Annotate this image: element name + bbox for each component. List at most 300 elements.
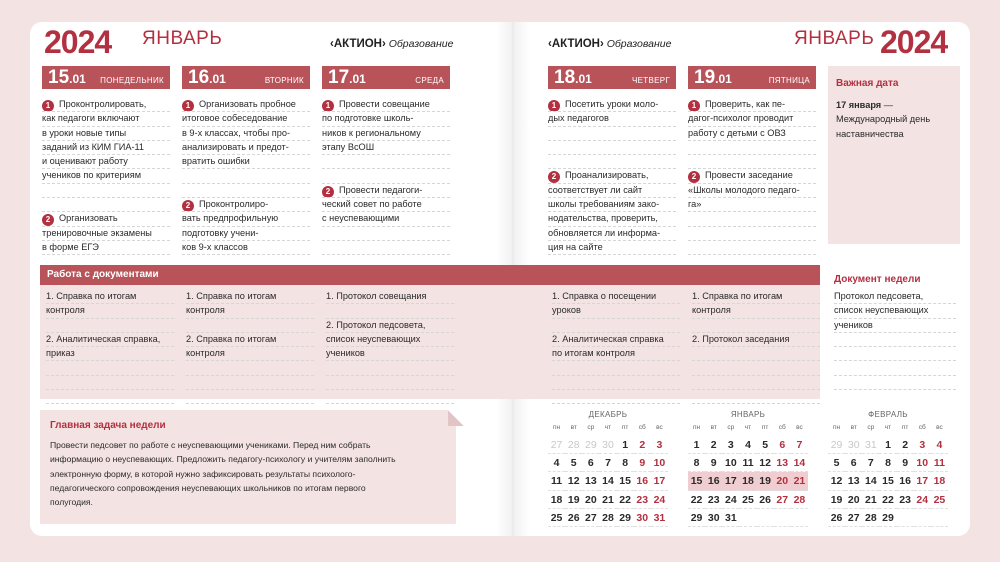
page-corner-fold <box>448 410 464 426</box>
left-year: 2024 <box>44 24 112 60</box>
main-task-line: Провести педсовет по работе с неуспевающими учениками. Перед ним собрать <box>50 440 371 450</box>
calendar-day: 27 <box>548 436 565 454</box>
calendar-day: 29 <box>879 509 896 527</box>
calendar-day <box>914 509 931 527</box>
calendar-weekday: пт <box>621 424 629 431</box>
task-line <box>182 127 310 141</box>
calendar-day: 27 <box>845 509 862 527</box>
task-text: Провести заседание <box>705 170 793 181</box>
task-number-badge: 1 <box>322 100 334 112</box>
calendar-weekday: ср <box>727 424 735 431</box>
calendar-day: 28 <box>599 509 616 527</box>
calendar-day: 7 <box>862 454 879 472</box>
calendar-weekday: пт <box>901 424 909 431</box>
task-line <box>322 198 450 212</box>
calendar-day: 22 <box>617 491 634 509</box>
calendar-day: 13 <box>774 454 791 472</box>
calendar-0 <box>548 410 668 527</box>
task-text: Проверить, как пе- <box>705 99 786 109</box>
task-text: «Школы молодого педаго- <box>688 184 800 195</box>
task-line <box>42 155 170 169</box>
task-text: вать предпрофильную <box>182 213 279 224</box>
task-line <box>182 155 310 169</box>
document-line: контроля <box>186 304 314 318</box>
main-task-line: электронную форму, в которой нужно зафиксировать результаты психолого- <box>50 468 356 479</box>
task-text: ков 9-х классов <box>182 241 248 252</box>
document-line <box>46 319 174 333</box>
document-line: 1. Справка о посещении <box>552 290 680 304</box>
document-line: уроков <box>552 304 680 318</box>
calendar-1 <box>688 410 808 527</box>
calendar-weekday: чт <box>744 424 752 431</box>
task-line <box>182 98 310 112</box>
main-task-line: информацию о неуспевающих. Предложить педагогу-психологу и учителям заполнить <box>50 454 396 465</box>
calendar-day: 9 <box>897 454 914 472</box>
calendar-day: 2 <box>705 436 722 454</box>
task-line <box>322 227 450 241</box>
task-text: учеников по критериям <box>42 170 142 181</box>
task-line <box>182 169 310 183</box>
calendar-day: 4 <box>548 454 565 472</box>
calendar-day: 3 <box>722 436 739 454</box>
documents-column-3 <box>552 290 680 404</box>
task-line <box>42 127 170 141</box>
task-text: ция на сайте <box>548 241 603 252</box>
calendar-day: 5 <box>757 436 774 454</box>
main-task-text <box>50 438 450 509</box>
task-line <box>42 141 170 155</box>
task-line <box>548 241 676 255</box>
task-text: Проконтролиро- <box>199 199 269 210</box>
task-line <box>322 112 450 126</box>
calendar-day: 1 <box>617 436 634 454</box>
calendar-day <box>739 509 756 527</box>
calendar-day <box>757 509 774 527</box>
day-header-3 <box>548 66 676 89</box>
document-line <box>186 376 314 390</box>
task-text: этапу ВсОШ <box>322 141 375 152</box>
document-line: 2. Справка по итогам <box>186 333 314 347</box>
document-line: 1. Справка по итогам <box>692 290 820 304</box>
left-brand <box>330 38 453 50</box>
calendar-day: 31 <box>862 436 879 454</box>
brand-name: Образование <box>606 38 672 50</box>
important-date-date: 17 января <box>836 100 882 110</box>
calendar-day: 25 <box>931 491 948 509</box>
brand-logo: ‹АКТИОН› <box>330 38 386 50</box>
doc-week-list <box>834 290 956 390</box>
task-text: Проанализировать, <box>565 170 649 181</box>
calendar-day: 19 <box>828 491 845 509</box>
calendar-day: 27 <box>774 491 791 509</box>
calendar-day: 16 <box>634 472 651 490</box>
calendar-day: 7 <box>599 454 616 472</box>
task-gap <box>548 155 676 169</box>
document-line: 1. Справка по итогам <box>46 290 174 304</box>
calendar-weekday: вт <box>710 424 717 431</box>
day-header-2 <box>322 66 450 89</box>
task-text: Провести педагоги- <box>339 184 423 195</box>
document-line <box>552 361 680 375</box>
task-line <box>42 169 170 183</box>
day-name: ЧЕТВЕРГ <box>632 76 670 85</box>
task-line <box>182 112 310 126</box>
task-line <box>182 198 310 212</box>
calendar-day <box>774 509 791 527</box>
calendar-title: ЯНВАРЬ <box>730 410 766 419</box>
calendar-day: 13 <box>845 472 862 490</box>
task-line <box>322 141 450 155</box>
calendar-day: 8 <box>688 454 705 472</box>
calendar-day: 21 <box>599 491 616 509</box>
documents-column-1 <box>186 290 314 404</box>
calendar-day: 18 <box>739 472 756 490</box>
calendar-day: 12 <box>828 472 845 490</box>
task-gap <box>688 155 816 169</box>
task-line <box>688 98 816 112</box>
documents-column-2 <box>326 290 454 404</box>
task-line <box>182 212 310 226</box>
calendar-day: 29 <box>617 509 634 527</box>
calendar-day: 23 <box>897 491 914 509</box>
task-line <box>182 241 310 255</box>
document-line <box>552 390 680 404</box>
task-line <box>322 155 450 169</box>
calendar-day: 7 <box>791 436 808 454</box>
calendar-grid <box>828 424 948 527</box>
important-date-line: наставничества <box>836 128 904 139</box>
document-line <box>552 376 680 390</box>
calendar-weekday: чт <box>604 424 612 431</box>
calendar-day: 2 <box>634 436 651 454</box>
calendar-weekday: вс <box>796 424 803 431</box>
task-text: Организовать пробное <box>199 99 296 109</box>
task-line <box>688 112 816 126</box>
document-line <box>46 376 174 390</box>
calendar-day: 11 <box>548 472 565 490</box>
day-header-0 <box>42 66 170 89</box>
calendar-weekday: чт <box>884 424 892 431</box>
main-task-line: педагогического сопровождения неуспевающих школьников по итогам первого <box>50 482 366 493</box>
task-text: в форме ЕГЭ <box>42 241 99 252</box>
task-number-badge: 2 <box>42 214 54 226</box>
calendar-day: 31 <box>651 509 668 527</box>
calendar-day: 6 <box>582 454 599 472</box>
day-header-4 <box>688 66 816 89</box>
task-line <box>548 141 676 155</box>
day-tasks-4 <box>688 98 816 255</box>
calendar-day: 8 <box>879 454 896 472</box>
day-tasks-1 <box>182 98 310 255</box>
task-text: дых педагогов <box>548 113 609 124</box>
documents-column-4 <box>692 290 820 404</box>
calendar-2 <box>828 410 948 527</box>
left-month: ЯНВАРЬ <box>142 28 223 49</box>
planner-spread <box>30 22 970 536</box>
calendar-day: 14 <box>791 454 808 472</box>
calendar-day: 15 <box>688 472 705 490</box>
task-number-badge: 2 <box>688 171 700 183</box>
task-text: с неуспевающими <box>322 213 400 224</box>
calendar-day: 17 <box>651 472 668 490</box>
doc-week-line <box>834 376 956 390</box>
calendar-day: 1 <box>879 436 896 454</box>
document-line: 1. Протокол совещания <box>326 290 454 304</box>
calendar-day: 10 <box>722 454 739 472</box>
task-line <box>688 241 816 255</box>
task-text: в уроки новые типы <box>42 127 127 138</box>
calendar-weekday: сб <box>638 424 646 431</box>
task-text: нодательства, проверить, <box>548 213 658 224</box>
day-tasks-3 <box>548 98 676 284</box>
important-date-text <box>836 98 958 141</box>
right-year: 2024 <box>880 24 948 60</box>
task-line <box>42 112 170 126</box>
calendar-day: 18 <box>931 472 948 490</box>
task-line <box>688 169 816 183</box>
calendar-day: 12 <box>757 454 774 472</box>
day-name: СРЕДА <box>415 76 444 85</box>
calendar-day: 22 <box>879 491 896 509</box>
document-line: 2. Протокол заседания <box>692 333 820 347</box>
task-number-badge: 1 <box>42 100 54 112</box>
calendar-day: 14 <box>862 472 879 490</box>
task-text: ников к региональному <box>322 127 421 138</box>
task-text: по подготовке школь- <box>322 113 414 124</box>
calendar-day: 30 <box>845 436 862 454</box>
calendar-day: 4 <box>931 436 948 454</box>
documents-title: Работа с документами <box>40 265 820 285</box>
calendar-day: 10 <box>914 454 931 472</box>
calendar-day: 27 <box>582 509 599 527</box>
day-number: 18.01 <box>554 66 592 88</box>
calendar-day: 20 <box>845 491 862 509</box>
task-line <box>688 127 816 141</box>
task-text: тренировочные экзамены <box>42 227 152 238</box>
calendar-day: 8 <box>617 454 634 472</box>
task-line <box>322 98 450 112</box>
document-line <box>186 361 314 375</box>
calendar-day: 11 <box>931 454 948 472</box>
calendar-day: 24 <box>722 491 739 509</box>
calendar-day: 26 <box>565 509 582 527</box>
task-text: как педагоги включают <box>42 113 140 124</box>
calendar-day: 15 <box>617 472 634 490</box>
right-month: ЯНВАРЬ <box>794 28 875 49</box>
document-line <box>46 361 174 375</box>
task-text: соответствует ли сайт <box>548 184 643 195</box>
task-line <box>42 241 170 255</box>
document-line <box>326 361 454 375</box>
task-text: га» <box>688 199 702 210</box>
calendar-day: 10 <box>651 454 668 472</box>
brand-name: Образование <box>388 38 454 50</box>
main-task-line: полугодия. <box>50 497 93 508</box>
calendar-day: 28 <box>862 509 879 527</box>
task-line <box>322 184 450 198</box>
task-text: в 9-х классах, чтобы про- <box>182 127 291 138</box>
calendar-day <box>897 509 914 527</box>
calendar-day: 11 <box>739 454 756 472</box>
task-text: работу с детьми с ОВЗ <box>688 127 786 138</box>
calendar-day: 20 <box>774 472 791 490</box>
task-gap <box>322 169 450 183</box>
task-gap <box>42 198 170 212</box>
calendar-day: 16 <box>897 472 914 490</box>
task-line <box>688 212 816 226</box>
task-text: Проконтролировать, <box>59 99 147 109</box>
document-line: приказ <box>46 347 174 361</box>
task-line <box>688 141 816 155</box>
main-task-title: Главная задача недели <box>50 420 166 431</box>
document-line: список неуспевающих <box>326 333 454 347</box>
calendar-day: 25 <box>739 491 756 509</box>
document-line <box>186 319 314 333</box>
calendar-weekday: ср <box>587 424 595 431</box>
calendar-weekday: пн <box>553 424 561 431</box>
document-line: контроля <box>46 304 174 318</box>
day-tasks-2 <box>322 98 450 270</box>
document-line: 1. Справка по итогам <box>186 290 314 304</box>
day-number: 15.01 <box>48 66 86 88</box>
calendar-weekday: вт <box>570 424 577 431</box>
doc-week-line <box>834 347 956 361</box>
calendar-day: 30 <box>599 436 616 454</box>
document-line: контроля <box>692 304 820 318</box>
important-date-title: Важная дата <box>836 78 899 89</box>
task-line <box>688 198 816 212</box>
calendar-grid <box>688 424 808 527</box>
calendar-day: 28 <box>565 436 582 454</box>
task-line <box>322 127 450 141</box>
task-text: подготовку учени- <box>182 227 259 238</box>
document-line <box>692 376 820 390</box>
calendar-day: 20 <box>582 491 599 509</box>
day-name: ВТОРНИК <box>264 76 304 85</box>
calendar-day: 9 <box>705 454 722 472</box>
calendar-day: 12 <box>565 472 582 490</box>
document-line <box>326 390 454 404</box>
document-line <box>692 347 820 361</box>
doc-week-line <box>834 333 956 347</box>
task-line <box>548 127 676 141</box>
calendar-day: 29 <box>828 436 845 454</box>
day-name: ПЯТНИЦА <box>768 76 810 85</box>
task-text: и оценивают работу <box>42 156 128 167</box>
task-number-badge: 1 <box>182 100 194 112</box>
task-line <box>548 98 676 112</box>
calendar-day: 22 <box>688 491 705 509</box>
task-line <box>688 184 816 198</box>
document-line <box>692 319 820 333</box>
task-number-badge: 1 <box>688 100 700 112</box>
calendar-day: 1 <box>688 436 705 454</box>
task-text: школы требованиям зако- <box>548 199 660 210</box>
calendar-day: 29 <box>688 509 705 527</box>
day-number: 16.01 <box>188 66 226 88</box>
task-line <box>42 98 170 112</box>
important-date-dash: — <box>881 100 893 110</box>
calendar-day: 17 <box>914 472 931 490</box>
calendar-day: 3 <box>914 436 931 454</box>
task-number-badge: 1 <box>548 100 560 112</box>
document-line <box>692 361 820 375</box>
task-number-badge: 2 <box>182 200 194 212</box>
calendar-day: 4 <box>739 436 756 454</box>
document-line <box>326 376 454 390</box>
document-line <box>692 390 820 404</box>
calendar-title: ФЕВРАЛЬ <box>868 410 908 419</box>
right-brand <box>548 38 671 50</box>
calendar-day: 5 <box>565 454 582 472</box>
doc-week-line: список неуспевающих <box>834 304 956 318</box>
document-line <box>46 390 174 404</box>
document-line: по итогам контроля <box>552 347 680 361</box>
calendar-weekday: сб <box>778 424 786 431</box>
task-number-badge: 2 <box>322 186 334 198</box>
calendar-day: 6 <box>774 436 791 454</box>
task-line <box>548 169 676 183</box>
calendar-day: 14 <box>599 472 616 490</box>
calendar-day: 16 <box>705 472 722 490</box>
calendar-day: 19 <box>565 491 582 509</box>
day-number: 17.01 <box>328 66 366 88</box>
calendar-weekday: вс <box>656 424 663 431</box>
task-text: заданий из КИМ ГИА-11 <box>42 141 145 152</box>
day-name: ПОНЕДЕЛЬНИК <box>100 76 164 85</box>
task-text: итоговое собеседование <box>182 113 288 124</box>
calendar-day: 24 <box>914 491 931 509</box>
calendar-weekday: ср <box>867 424 875 431</box>
calendar-day <box>931 509 948 527</box>
task-text: дагог-психолог проводит <box>688 113 794 124</box>
document-line: 2. Протокол педсовета, <box>326 319 454 333</box>
task-line <box>182 141 310 155</box>
task-text: Организовать <box>59 213 118 224</box>
task-line <box>322 212 450 226</box>
documents-column-0 <box>46 290 174 404</box>
calendar-day: 17 <box>722 472 739 490</box>
document-line: 2. Аналитическая справка <box>552 333 680 347</box>
calendar-day: 26 <box>828 509 845 527</box>
document-line: контроля <box>186 347 314 361</box>
task-text: анализировать и предот- <box>182 141 289 152</box>
task-text: ческий совет по работе <box>322 199 422 210</box>
task-number-badge: 2 <box>548 171 560 183</box>
calendar-day: 18 <box>548 491 565 509</box>
calendar-day: 25 <box>548 509 565 527</box>
calendar-day: 23 <box>634 491 651 509</box>
task-line <box>548 198 676 212</box>
task-line <box>182 227 310 241</box>
calendar-day: 28 <box>791 491 808 509</box>
task-text: Посетить уроки моло- <box>565 99 659 109</box>
doc-week-line: Протокол педсовета, <box>834 290 956 304</box>
calendar-day: 2 <box>897 436 914 454</box>
task-line <box>322 241 450 255</box>
main-task-box <box>40 410 464 524</box>
calendar-day: 24 <box>651 491 668 509</box>
calendar-day: 26 <box>757 491 774 509</box>
calendar-day: 21 <box>791 472 808 490</box>
calendar-day: 9 <box>634 454 651 472</box>
doc-week-line: учеников <box>834 319 956 333</box>
calendar-day: 6 <box>845 454 862 472</box>
important-date-box <box>828 66 960 244</box>
document-line <box>186 390 314 404</box>
calendar-day: 30 <box>634 509 651 527</box>
task-line <box>42 227 170 241</box>
